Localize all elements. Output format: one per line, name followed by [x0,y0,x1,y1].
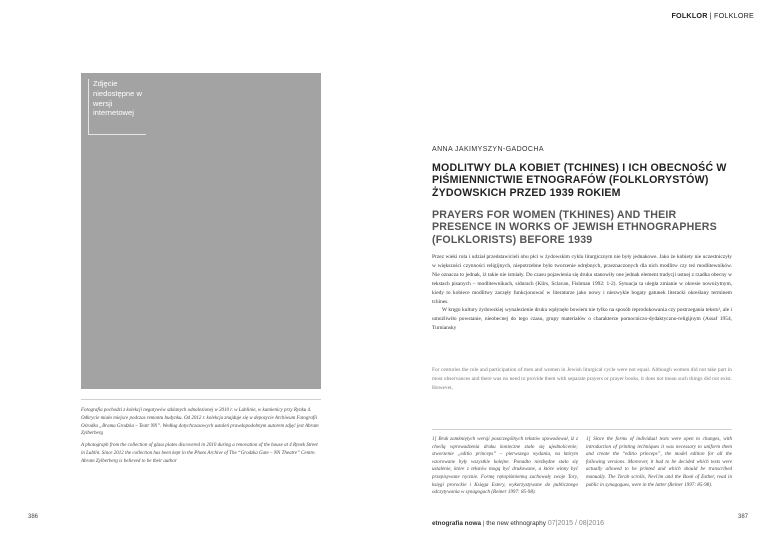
body-paragraph: W kręgu kultury żydowskiej wynalezienie druku wpłynęło bowiem nie tylko na sposób reprodukowania czy postrzegania tekstu¹, ale i umożliwiło powstanie, nieobecnej do tego czasu, grupy materiałów o charakterze pomocniczo-dydaktyczno-religijnym (Assaf 1954, Turniansky [432,307,732,332]
page-number-right: 387 [737,514,748,520]
body-paragraph: Przez wieki rola i udział przedstawicieli obu płci w żydowskim cyklu liturgicznym nie były jednakowe. Jako że kobiety nie uczestniczyły w większości czynności religijnych, niepotrzebne było tworzenie odrębnych, przeznaczonych dla nich modlitw czy też modlitewników. Nie oznacza to jednak, iż takie nie istniały. Do czasu pojawienia się druku stanowiły one jednak element tradycji ustnej z rzadka obecny w tekstach pisanych – modlitewnikach, sidurach (Klirs, Sclavan, Fishman 1992: 1-2). Sytuacja ta uległa zmianie w okresie nowożytnym, kiedy to kobiece modlitwy zaczęły funkcjonować w literaturze jako nowy i niezwykle bogaty gatunek literacki określany terminem tchines. [432,254,732,305]
footnote-pl: 1] Brak zamkniętych wersji poszczególnych tekstów spowodował, iż z chwilą wprowadzenia druku konieczne stało się ujednolicenie; stworzenie „editio princeps” – pierwszego wydania, na którym wzorowane były wszystkie kolejne. Ponadto niezbędne stało się ustalenie, które z tekstów mogą być drukowane, a które winny być przepisywane ręcznie. Formę rękopiśmienną zachowały zwoje Tory, księgi prorockie i Księga Estery, wykorzystywane do publicznego odczytywania w synagogach (Reiner 1997: 85-98). [432,436,578,496]
article-title-pl: MODLITWY DLA KOBIET (TCHINES) I ICH OBECNOŚĆ W PIŚMIENNICTWIE ETNOGRAFÓW (FOLKLORYSTÓW) ŻYDOWSKICH PRZED 1939 ROKIEM [432,162,727,199]
section-header [671,11,754,20]
caption-divider [81,399,321,400]
journal-footer [432,520,604,527]
section-header-bold: FOLKLOR [671,11,708,20]
section-header-rest: | FOLKLORE [707,11,754,20]
photo-caption [81,407,321,470]
journal-name: etnografia nowa [432,520,482,527]
journal-issue: 07|2015 / 08|2016 [545,520,605,527]
author-name: ANNA JAKIMYSZYN-GADOCHA [432,146,544,153]
body-text-pl [432,253,732,333]
footnote-en: 1] Since the forms of individual texts were open to changes, with introduction of printing techniques it was necessary to uniform them and create the “editio princeps”, the model edition for all the following versions. Moreover, it had to be decided which texts were actually allowed to be printed and which should be transcribed manually. The Torah scrolls, Nevi'im and the Book of Esther, read in public in synagogues, were in the latter (Reiner 1997: 85-98). [586,436,732,488]
photo-placeholder [81,73,321,389]
photo-caption-pl: Fotografia pochodzi z kolekcji negatywów szklanych odnalezionej w 2010 r. w Lublinie, w kamienicy przy Rynku 4. Odkrycie miało miejsce podczas remontu budynku. Od 2012 r. kolekcja znajduje się w depozycie Archiwum Fotografii Ośrodka „Brama Grodzka – Teatr NN”. Według dotychczasowych ustaleń prawdopodobnym autorem zdjęć jest Abram Zylberberg [81,408,319,437]
journal-subtitle: the new ethnography [486,520,546,527]
photo-unavailable-label: Zdjęcie niedostępne w wersji internetowej [88,79,146,135]
body-paragraph-en: For centuries the role and participation of men and women in Jewish liturgical cycle were not equal. Although women did not take part in most observances and there was no need to provide them with separate prayers or prayer books, it does not mean such things did not exist. However, [432,367,732,391]
journal-separator: | [481,520,487,527]
page-number-left: 386 [28,514,39,520]
footnote-divider [432,429,732,430]
body-text-en [432,366,732,393]
photo-caption-en: A photograph from the collection of glass plates discovered in 2010 during a renovation of the house at 4 Rynek Street in Lublin. Since 2012 the collection has been kept in the Photo Archive of The “Grodzka Gate – NN Theatre” Centre. Abram Zylberberg is believed to be their author [81,443,318,464]
article-title-en: PRAYERS FOR WOMEN (TKHINES) AND THEIR PRESENCE IN WORKS OF JEWISH ETHNOGRAPHERS (FOLKLORISTS) BEFORE 1939 [432,209,717,246]
